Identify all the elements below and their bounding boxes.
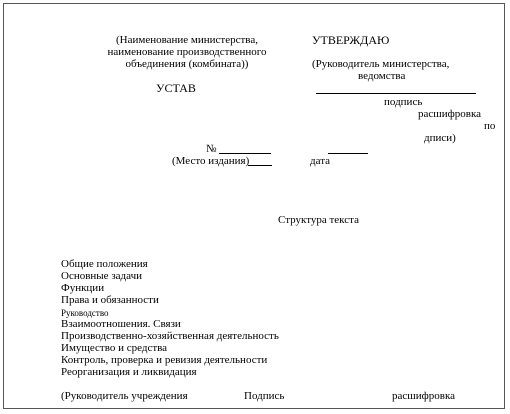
structure-item: Взаимоотношения. Связи bbox=[61, 318, 181, 330]
place-line bbox=[248, 165, 272, 166]
org-name-line-3: объединения (комбината)) bbox=[125, 58, 249, 70]
approve-decode-label: расшифровка bbox=[418, 108, 482, 120]
approve-title: УТВЕРЖДАЮ bbox=[312, 33, 390, 47]
structure-item: Руководство bbox=[61, 308, 109, 318]
footer-signature-label: Подпись bbox=[244, 390, 285, 402]
approve-dpisi-label: дписи) bbox=[424, 132, 456, 144]
number-line bbox=[219, 153, 271, 154]
structure-item: Общие положения bbox=[61, 258, 148, 270]
footer-head-label: (Руководитель учреждения bbox=[61, 390, 188, 402]
approve-po-label: по bbox=[484, 120, 496, 132]
structure-item: Контроль, проверка и ревизия деятельности bbox=[61, 354, 268, 366]
approve-signature-line bbox=[316, 93, 476, 94]
org-name-line-1: (Наименование министерства, bbox=[115, 34, 258, 46]
footer-decode-label: расшифровка bbox=[392, 390, 456, 402]
date-label: дата bbox=[310, 155, 331, 167]
approve-line-1: (Руководитель министерства, bbox=[312, 58, 450, 70]
approve-line-2: ведомства bbox=[358, 70, 406, 82]
structure-title: Структура текста bbox=[278, 214, 359, 226]
structure-item: Реорганизация и ликвидация bbox=[61, 366, 197, 378]
number-label: № bbox=[206, 143, 217, 155]
approve-signature-label: подпись bbox=[384, 96, 423, 108]
org-name-line-2: наименование производственного bbox=[107, 46, 267, 58]
structure-item: Функции bbox=[61, 282, 105, 294]
structure-item: Производственно-хозяйственная деятельность bbox=[61, 330, 279, 342]
structure-item: Права и обязанности bbox=[61, 294, 159, 306]
structure-item: Имущество и средства bbox=[61, 342, 168, 354]
structure-item: Основные задачи bbox=[61, 270, 143, 282]
place-label: (Место издания) bbox=[172, 155, 250, 167]
doc-title: УСТАВ bbox=[156, 81, 196, 95]
date-line bbox=[328, 153, 368, 154]
